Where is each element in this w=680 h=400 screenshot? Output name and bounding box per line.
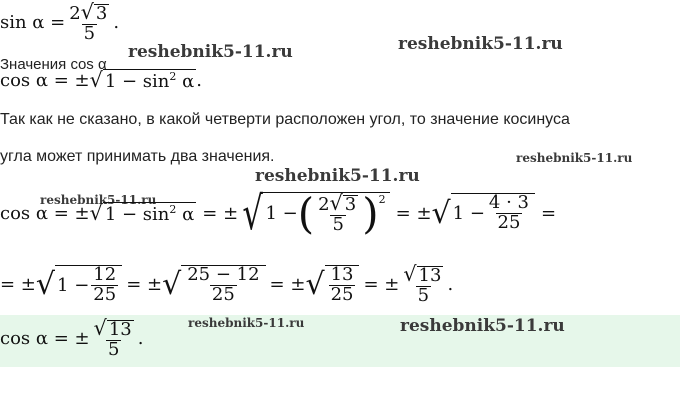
sin-fraction [67, 2, 111, 44]
watermark: reshebnik5-11.ru [516, 151, 633, 165]
watermark: reshebnik5-11.ru [398, 34, 563, 54]
watermark: reshebnik5-11.ru [40, 193, 157, 207]
sin-fraction-numerator: 2√ 3 [69, 0, 108, 24]
explanation-line-1: Так как не сказано, в какой четверти расположен угол, то значение косинуса [0, 111, 570, 128]
big-radicand: 1 − ( $\frac{2√ 3}{5}$ ) $^2$ [262, 192, 390, 235]
answer: cos α = ± $\frac{√ 13}{5}$ . [0, 316, 144, 360]
sin-equation: sin α = $\frac{2√ 3}{5}$ . [0, 0, 120, 44]
watermark: reshebnik5-11.ru [255, 166, 420, 186]
sin-fraction-denominator: 5 [83, 22, 96, 44]
cos-formula-radicand: $1 - \sin^2 \alpha$ [104, 69, 195, 92]
partial-text: Значения cos α [0, 56, 107, 73]
cos-formula: cos α = ± √ $1 - \sin^2 \alpha$ . [0, 68, 203, 92]
cos-simplification: = ± √ 1 − $\frac{12}{25}$ = ± √ $\frac{25 - 12}{25}$ = ± √ $\frac{13}{25}$ = ± $\frac{√ 13}{5}$ . [0, 262, 454, 306]
watermark: reshebnik5-11.ru [188, 316, 305, 330]
explanation-line-2: угла может принимать два значения. [0, 148, 275, 165]
watermark: reshebnik5-11.ru [400, 316, 565, 336]
watermark: reshebnik5-11.ru [128, 42, 293, 62]
cos-computation: cos α = ± √ $1 - \sin^2 \alpha$ = ± √ 1 − ( $\frac{2√ 3}{5}$ ) $^2$ = ± √ 1 − $\frac{4 \cdot 3}{25}$ = [0, 186, 557, 240]
sin-lhs: sin α = [0, 12, 66, 34]
